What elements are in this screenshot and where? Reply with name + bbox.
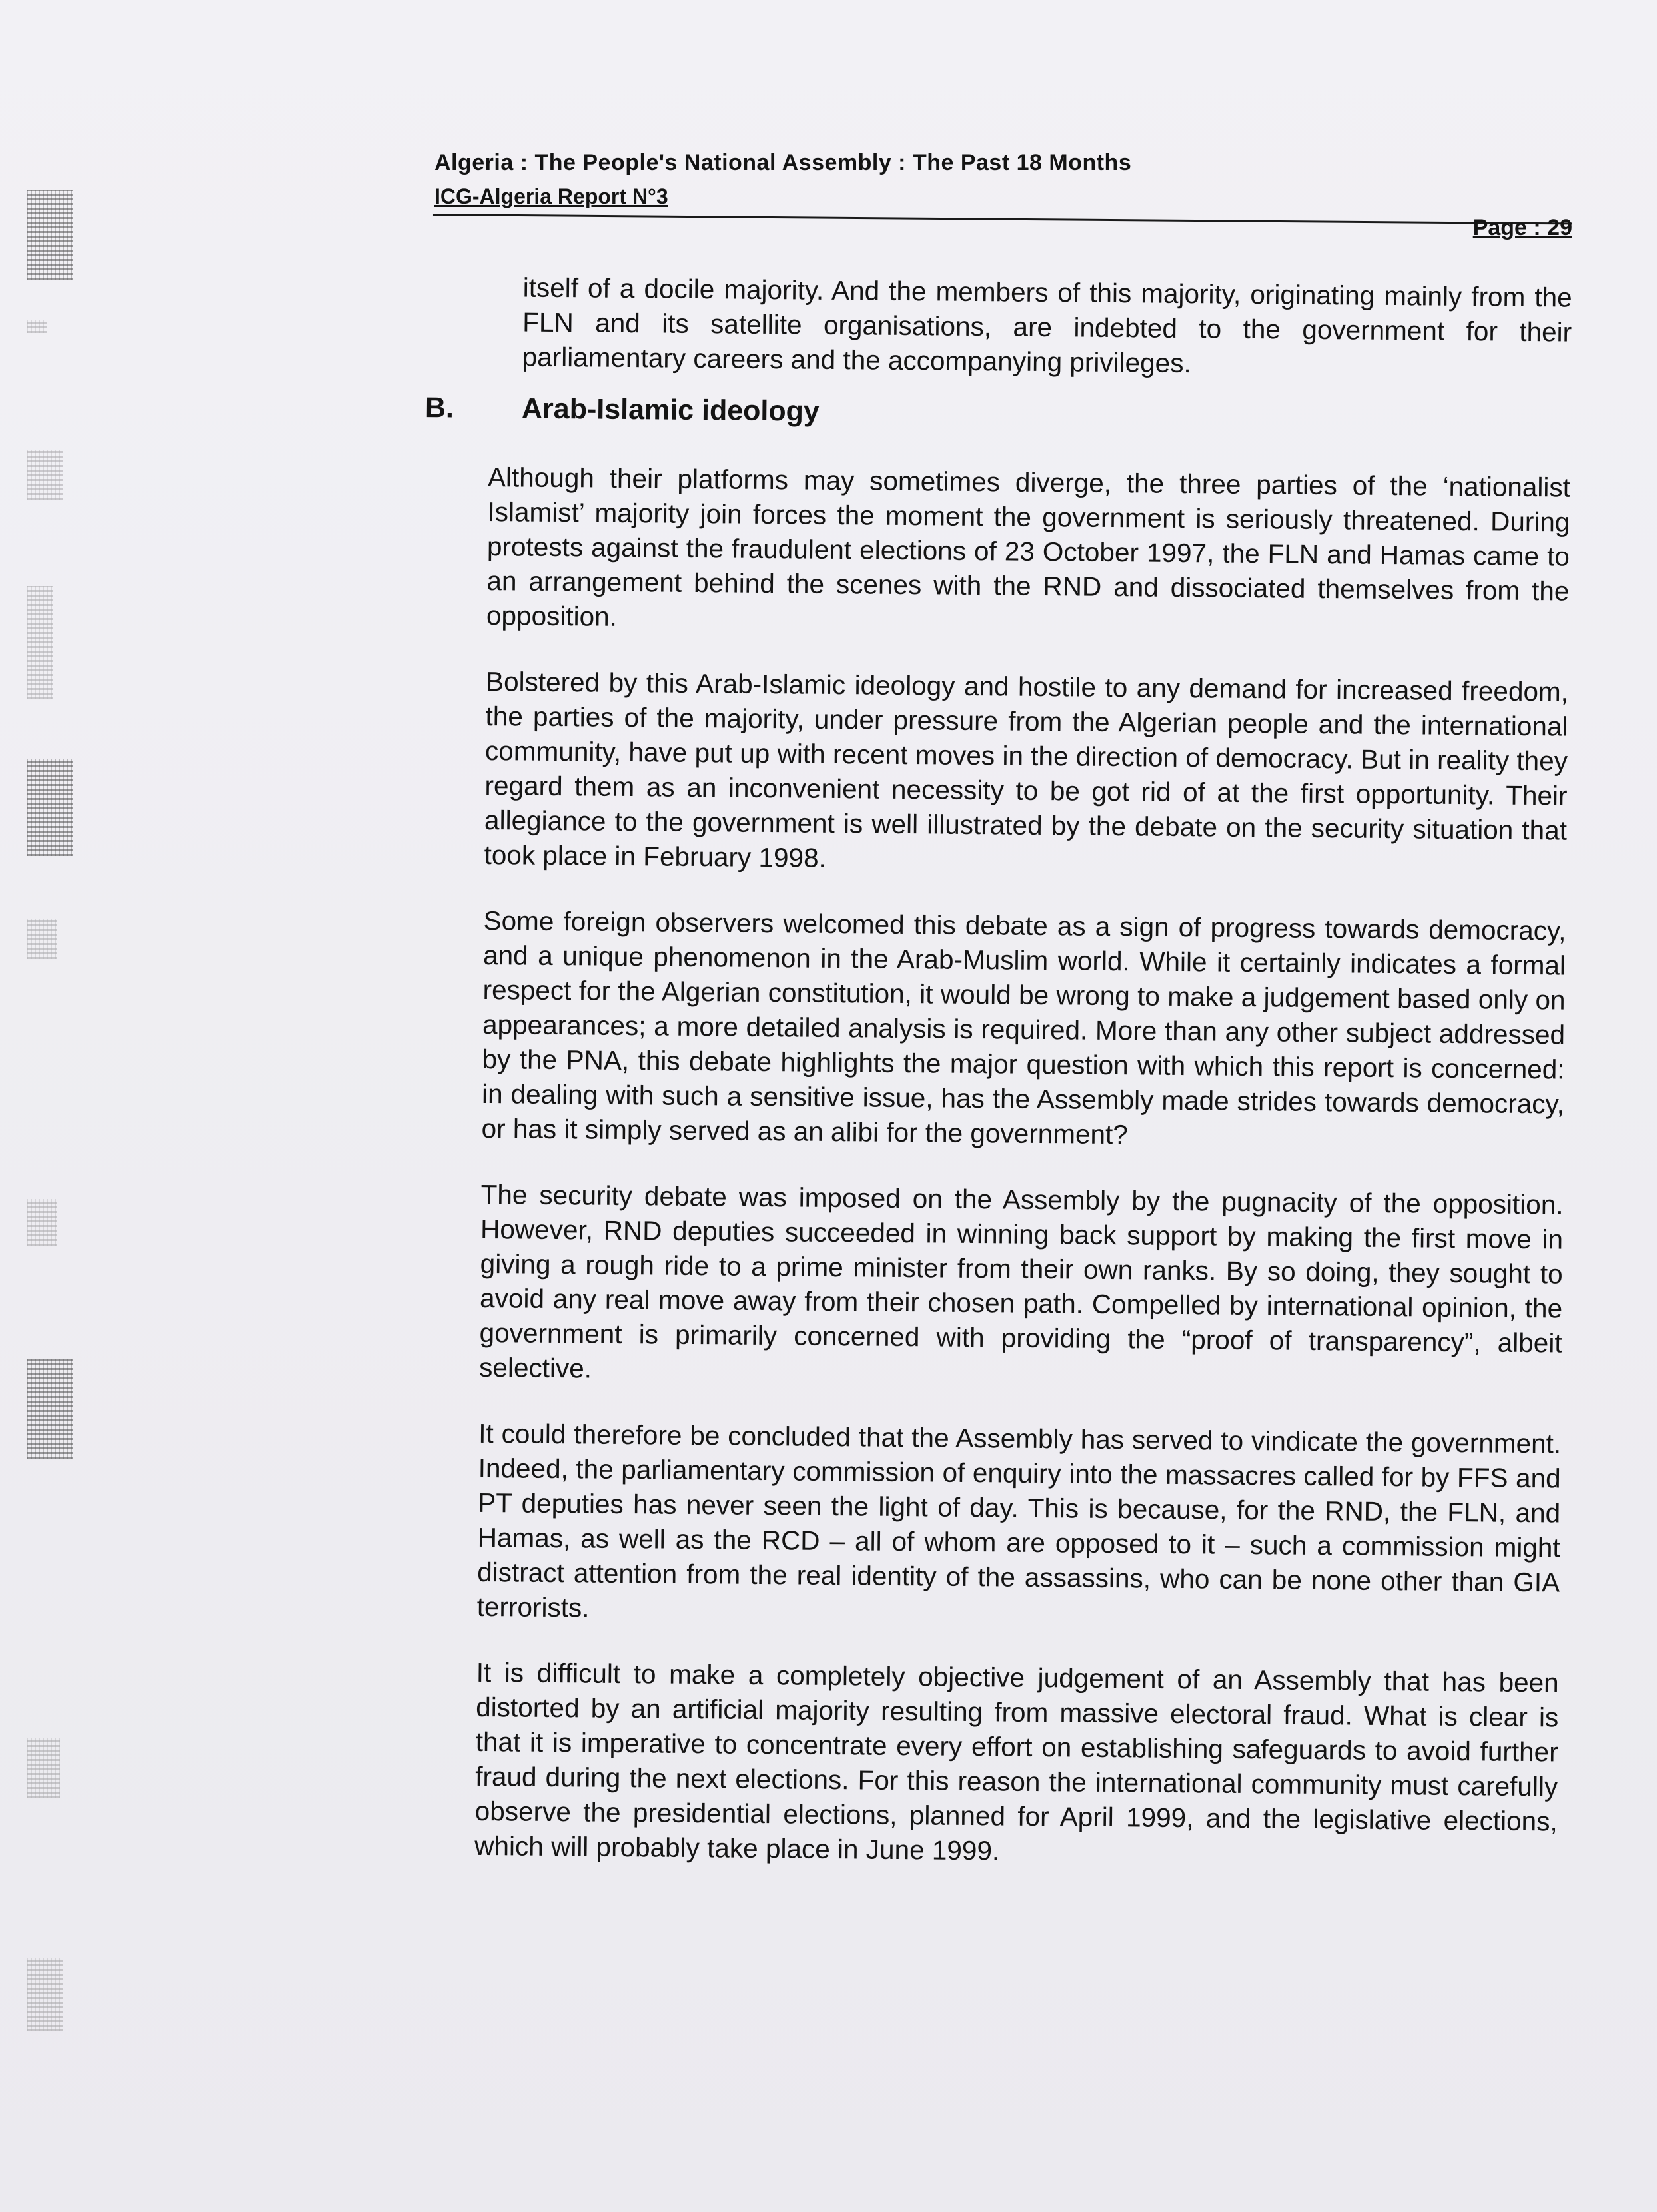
document-title: Algeria : The People's National Assembly : The Past 18 Months: [434, 150, 1132, 175]
scan-artifact: [27, 1958, 63, 2031]
scan-artifact: [27, 1199, 57, 1246]
paragraph: The security debate was imposed on the Assembly by the pugnacity of the opposition. However, RND deputies succeeded in winning back support by making the first move in giving a rough ride to a prime minister from their own ranks. By so doing, they sought to avoid any real move away from their chosen path. Compelled by international opinion, the government is primarily concerned with providing the “proof of transparency”, albeit selective.: [478, 1178, 1564, 1384]
scan-artifact: [27, 1738, 60, 1798]
paragraph: It could therefore be concluded that the Assembly has served to vindicate the government. Indeed, the parliamentary commission of enquiry into the massacres called for by FFS and PT deputies has never seen the light of day. This is because, for the RND, the FLN, and Hamas, as well as the RCD – all of whom are opposed to it – such a commission might distract attention from the real identity of the assassins, who can be none other than GIA terrorists.: [476, 1417, 1562, 1623]
paragraph: Some foreign observers welcomed this debate as a sign of progress towards democracy, and a unique phenomenon in the Arab-Muslim world. While it certainly indicates a formal respect for the Algerian constitution, it would be wrong to make a judgement based only on appearances; a more detailed analysis is required. More than any other subject addressed by the PNA, this debate highlights the major question with which this report is concerned: in dealing with such a sensitive issue, has the Assembly made strides towards democracy, or has it simply served as an alibi for the government?: [481, 905, 1566, 1150]
scan-artifact: [27, 759, 73, 856]
scan-artifact: [27, 190, 73, 280]
section-heading: [425, 392, 1571, 436]
page-number: Page : 29: [1472, 215, 1572, 240]
section-title: Arab-Islamic ideology: [521, 392, 820, 428]
paragraph: Bolstered by this Arab-Islamic ideology and hostile to any demand for increased freedom, the parties of the majority, under pressure from the Algerian people and the international community, have put up with recent moves in the direction of democracy. But in reality they regard them as an inconvenient necessity to be got rid of at the first opportunity. Their allegiance to the government is well illustrated by the debate on the security situation that took place in February 1998.: [484, 665, 1569, 873]
paragraph: Although their platforms may sometimes diverge, the three parties of the ‘nationalist Islamist’ majority join forces the moment the government is seriously threatened. During protests against the fraudulent elections of 23 October 1997, the FLN and Hamas came to an arrangement behind the scenes with the RND and dissociated themselves from the opposition.: [486, 461, 1571, 632]
scan-artifact: [27, 919, 57, 959]
header-divider: [433, 214, 1572, 224]
scan-artifact: [27, 1359, 73, 1459]
scan-artifact: [27, 586, 53, 699]
section-letter: B.: [424, 392, 454, 424]
report-number: ICG-Algeria Report N°3: [434, 184, 668, 208]
page-header: [433, 150, 1572, 250]
paragraph: It is difficult to make a completely objective judgement of an Assembly that has been distorted by an artificial majority resulting from massive electoral fraud. What is clear is that it is imperative to concentrate every effort on establishing safeguards to avoid further fraud during the next elections. For this reason the international community must carefully observe the presidential elections, planned for April 1999, and the legislative elections, which will probably take place in June 1999.: [474, 1657, 1559, 1866]
scan-artifact: [27, 320, 47, 333]
document-body: [424, 270, 1572, 1904]
intro-paragraph: itself of a docile majority. And the members of this majority, originating mainly from the FLN and its satellite organisations, are indebted to the government for their parliamentary careers and the accompanying privileges.: [522, 272, 1572, 379]
scan-artifact: [27, 450, 63, 500]
